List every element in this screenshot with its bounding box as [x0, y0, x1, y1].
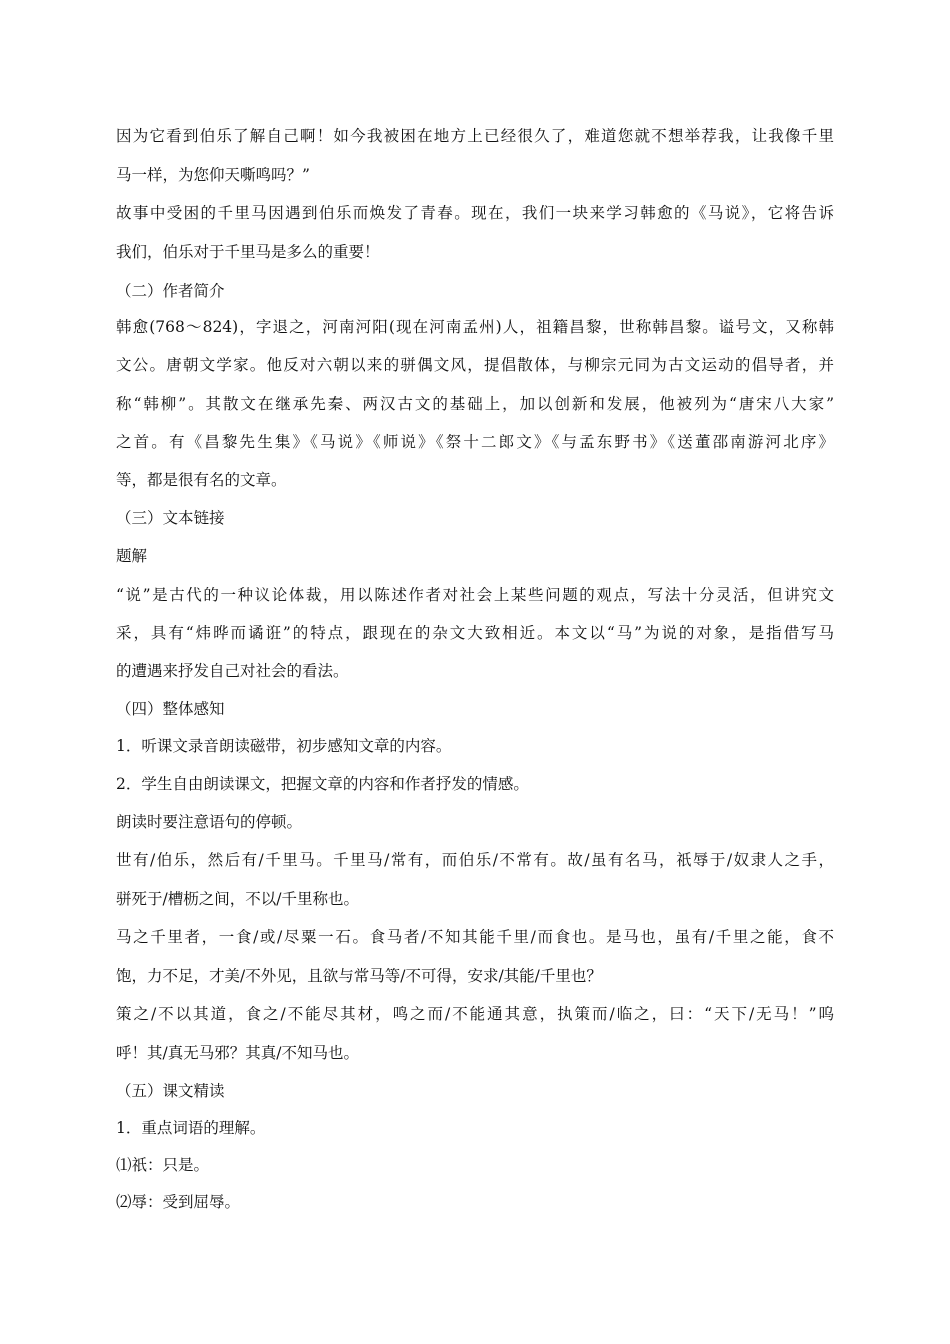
paragraph-line: 呼！其/真无马邪？其真/不知马也。	[116, 1044, 359, 1062]
paragraph-line: 称“韩柳”。其散文在继承先秦、两汉古文的基础上，加以创新和发展，他被列为“唐宋八大家”	[116, 395, 834, 413]
subheading: 题解	[116, 547, 148, 565]
paragraph-line: 骈死于/槽枥之间，不以/千里称也。	[116, 890, 359, 908]
list-item: 1．听课文录音朗读磁带，初步感知文章的内容。	[116, 737, 452, 755]
paragraph-line: 世有/伯乐，然后有/千里马。千里马/常有，而伯乐/不常有。故/虽有名马，祇辱于/奴隶人之手，	[116, 851, 834, 869]
paragraph-line: 马一样，为您仰天嘶鸣吗？”	[116, 166, 310, 184]
list-item: 1．重点词语的理解。	[116, 1119, 266, 1137]
paragraph-line: 故事中受困的千里马因遇到伯乐而焕发了青春。现在，我们一块来学习韩愈的《马说》，它将告诉	[116, 204, 834, 222]
paragraph-line: 等，都是很有名的文章。	[116, 471, 287, 489]
paragraph-line: “说”是古代的一种议论体裁，用以陈述作者对社会上某些问题的观点，写法十分灵活，但讲究文	[116, 586, 834, 604]
paragraph-line: 朗读时要注意语句的停顿。	[116, 813, 303, 831]
paragraph-line: 采，具有“炜晔而谲诳”的特点，跟现在的杂文大致相近。本文以“马”为说的对象，是指借写马	[116, 624, 834, 642]
paragraph-line: 马之千里者，一食/或/尽粟一石。食马者/不知其能千里/而食也。是马也，虽有/千里之能，食不	[116, 928, 834, 946]
list-item: ⑵辱：受到屈辱。	[116, 1193, 241, 1211]
paragraph-line: 韩愈(768～824)，字退之，河南河阳(现在河南孟州)人，祖籍昌黎，世称韩昌黎。谥号文，又称韩	[116, 318, 834, 336]
paragraph-line: 我们，伯乐对于千里马是多么的重要！	[116, 243, 380, 261]
paragraph-line: 饱，力不足，才美/不外见，且欲与常马等/不可得，安求/其能/千里也？	[116, 967, 602, 985]
paragraph-line: 策之/不以其道，食之/不能尽其材，鸣之而/不能通其意，执策而/临之，曰：“天下/无马！”呜	[116, 1005, 834, 1023]
list-item: ⑴祇：只是。	[116, 1156, 210, 1174]
paragraph-line: 文公。唐朝文学家。他反对六朝以来的骈偶文风，提倡散体，与柳宗元同为古文运动的倡导者，并	[116, 356, 834, 374]
paragraph-line: 因为它看到伯乐了解自己啊！如今我被困在地方上已经很久了，难道您就不想举荐我，让我像千里	[116, 127, 834, 145]
section-heading: （三）文本链接	[116, 509, 225, 527]
section-heading: （五）课文精读	[116, 1082, 225, 1100]
section-heading: （四）整体感知	[116, 700, 225, 718]
section-heading: （二）作者简介	[116, 282, 225, 300]
paragraph-line: 之首。有《昌黎先生集》《马说》《师说》《祭十二郎文》《与孟东野书》《送董邵南游河北序》	[116, 433, 834, 451]
list-item: 2．学生自由朗读课文，把握文章的内容和作者抒发的情感。	[116, 775, 529, 793]
paragraph-line: 的遭遇来抒发自己对社会的看法。	[116, 662, 349, 680]
